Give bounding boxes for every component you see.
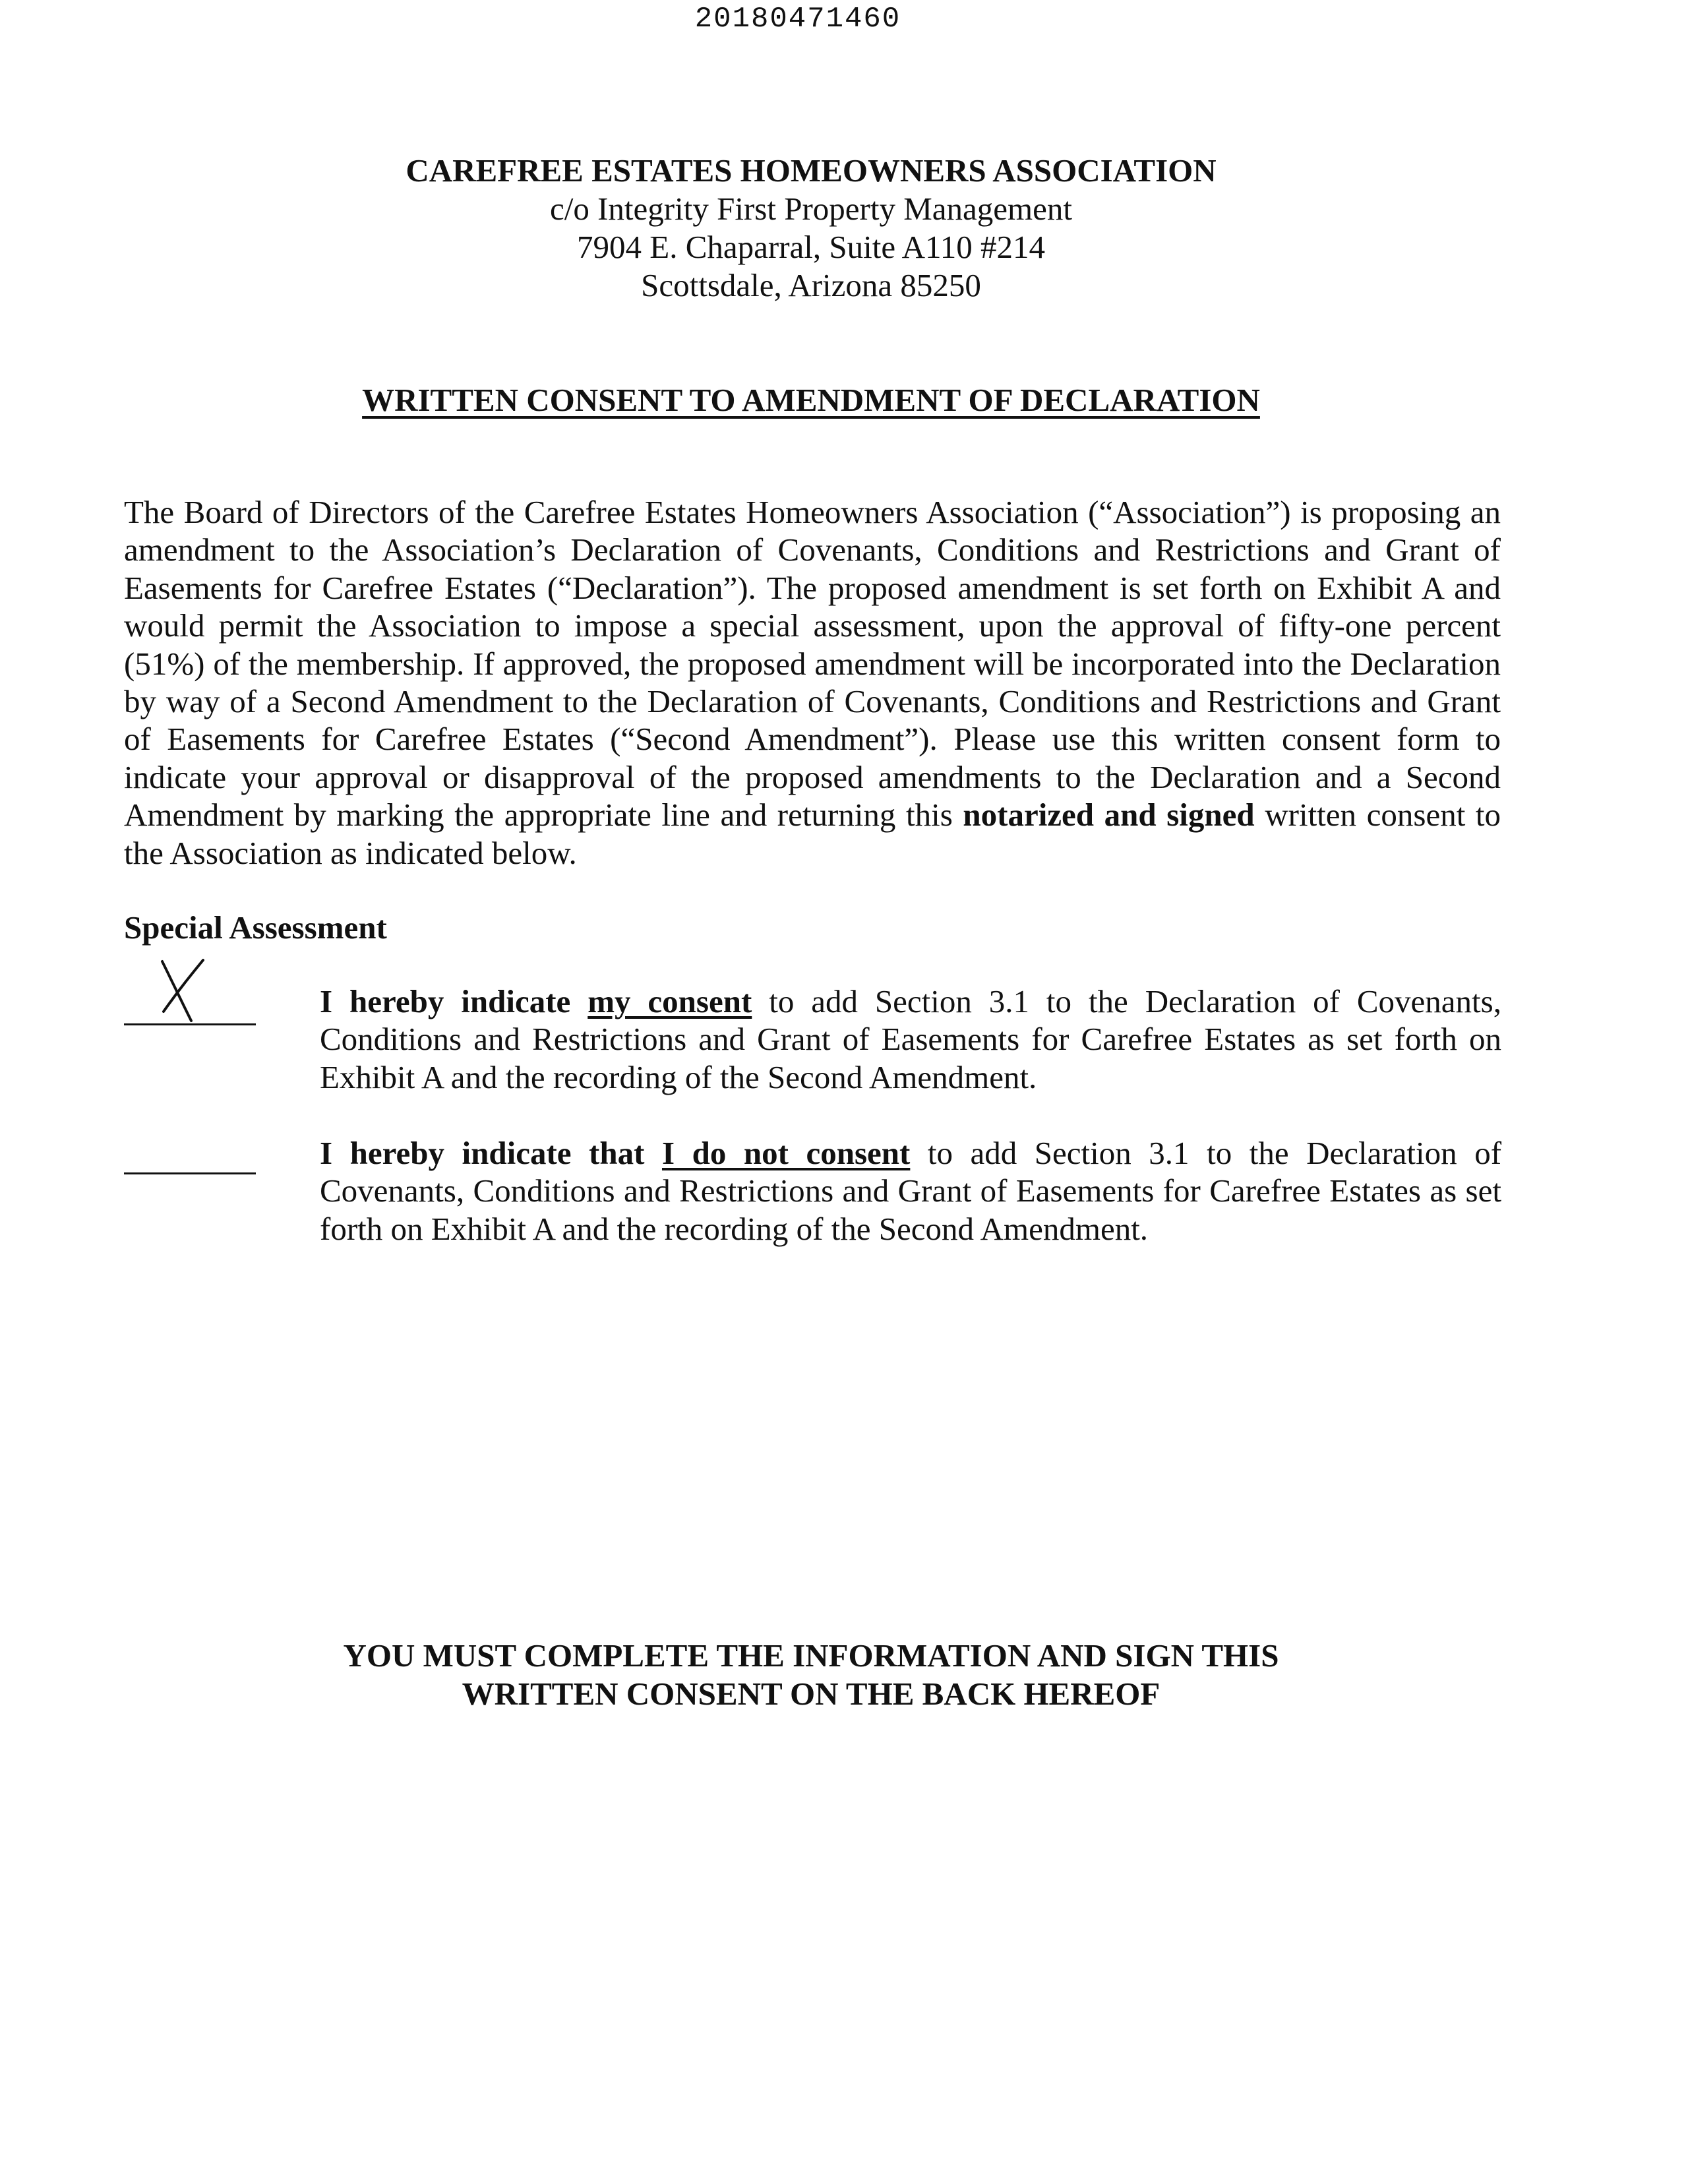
consent-option-text bbox=[320, 983, 1501, 1096]
intro-text-end: written consent to the Association as indicated below. bbox=[124, 797, 1501, 871]
non-consent-rest: to add Section 3.1 to the Declaration of Covenants, Conditions and Restrictions and Grant of Easements for Carefree Estates as set forth on Exhibit A and the recording of the Second Amendment. bbox=[320, 1135, 1502, 1247]
intro-text: The Board of Directors of the Carefree Estates Homeowners Association (“Association”) is proposing an amendment to the Association’s Declaration of Covenants, Conditions and Restrictions and Grant of Easements for Carefree Estates (“Declaration”). The proposed amendment is set forth on Exhibit A and would permit the Association to impose a special assessment, upon the approval of fifty-one percent (51%) of the membership. If approved, the proposed amendment will be incorporated into the Declaration by way of a Second Amendment to the Declaration of Covenants, Conditions and Restrictions and Grant of Easements for Carefree Estates (“Second Amendment”). Please use this written consent form to indicate your approval or disapproval of the proposed amendments to the Declaration and a Second Amendment by marking the appropriate line and returning this bbox=[124, 494, 1501, 834]
intro-bold-text: notarized and signed bbox=[963, 797, 1255, 834]
consent-rest: to add Section 3.1 to the Declaration of Covenants, Conditions and Restrictions and Grant of Easements for Carefree Estates as set forth on Exhibit A and the recording of the Second Amendment. bbox=[320, 983, 1501, 1095]
consent-lead: I hereby indicate bbox=[320, 983, 588, 1019]
non-consent-emphasis: I do not consent bbox=[661, 1135, 911, 1171]
care-of-line: c/o Integrity First Property Management bbox=[550, 191, 1072, 227]
recording-number: 20180471460 bbox=[694, 3, 901, 36]
consent-mark-line[interactable] bbox=[124, 1023, 256, 1025]
non-consent-mark-line[interactable] bbox=[124, 1172, 256, 1174]
footer-instruction bbox=[0, 1637, 1622, 1713]
association-name: CAREFREE ESTATES HOMEOWNERS ASSOCIATION bbox=[406, 152, 1217, 189]
letterhead bbox=[0, 152, 1622, 305]
document-title: WRITTEN CONSENT TO AMENDMENT OF DECLARATION bbox=[362, 382, 1260, 418]
non-consent-option-text bbox=[320, 1134, 1501, 1248]
consent-emphasis: my consent bbox=[588, 983, 752, 1019]
handwritten-x-mark-icon bbox=[150, 957, 210, 1023]
footer-instruction-line-1: YOU MUST COMPLETE THE INFORMATION AND SIGN THIS bbox=[343, 1637, 1279, 1674]
street-address: 7904 E. Chaparral, Suite A110 #214 bbox=[577, 229, 1045, 265]
footer-instruction-line-2: WRITTEN CONSENT ON THE BACK HEREOF bbox=[462, 1676, 1160, 1712]
non-consent-lead: I hereby indicate that bbox=[320, 1135, 662, 1171]
section-heading: Special Assessment bbox=[124, 909, 387, 946]
city-state-zip: Scottsdale, Arizona 85250 bbox=[641, 267, 981, 303]
intro-paragraph bbox=[124, 493, 1501, 872]
